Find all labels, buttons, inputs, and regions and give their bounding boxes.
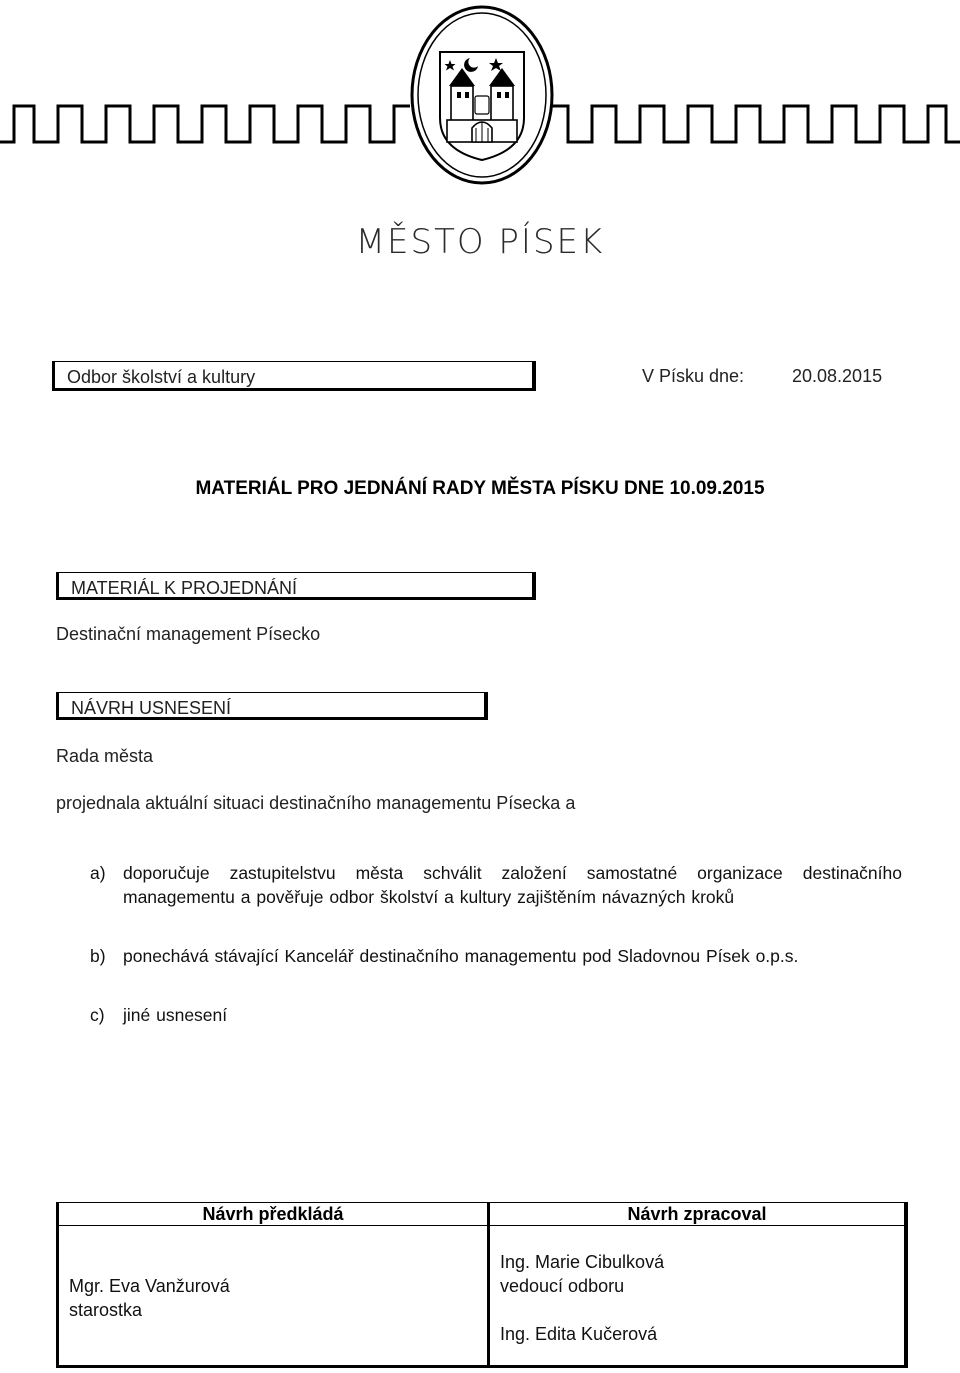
resolution-item-text: ponechává stávající Kancelář destinačního managementu pod Sladovnou Písek o.p.s.: [123, 946, 799, 966]
resolution-item-marker: b): [90, 946, 106, 966]
department-box: [52, 361, 536, 391]
city-emblem: [0, 0, 960, 200]
date-label: V Písku dne:: [642, 366, 745, 386]
resolution-item-c: [90, 1003, 902, 1027]
battlement-line-right: [552, 106, 960, 142]
signature-table: [56, 1202, 908, 1368]
resolution-item-marker: c): [90, 1005, 105, 1025]
resolution-item-b: [90, 944, 902, 968]
submitted-by-column: [59, 1203, 487, 1365]
material-section-box: [56, 572, 536, 600]
prepared-by-role: vedoucí odboru: [500, 1276, 625, 1296]
prepared-by-name: Ing. Marie Cibulková: [500, 1252, 665, 1272]
page-title: MATERIÁL PRO JEDNÁNÍ RADY MĚSTA PÍSKU DNE 10.09.2015: [195, 478, 765, 499]
resolution-section-label: NÁVRH USNESENÍ: [71, 698, 232, 718]
battlement-line: [0, 106, 410, 142]
material-section-label: MATERIÁL K PROJEDNÁNÍ: [71, 578, 298, 598]
resolution-item-a: [90, 861, 902, 909]
city-title: MĚSTO PÍSEK: [355, 222, 605, 262]
material-subject: Destinační management Písecko: [56, 624, 321, 644]
prepared-by-column: [487, 1203, 904, 1365]
prepared-by-header: Návrh zpracoval: [490, 1203, 904, 1226]
date-value: 20.08.2015: [792, 366, 883, 386]
department-label: Odbor školství a kultury: [67, 367, 256, 387]
resolution-item-text: jiné usnesení: [123, 1005, 228, 1025]
prepared-by-name-2: Ing. Edita Kučerová: [500, 1324, 658, 1344]
resolution-item-text: doporučuje zastupitelstvu města schválit založení samostatné organizace destinačního managementu a pověřuje odbor školství a kultury zajištěním návazných kroků: [123, 863, 902, 907]
submitted-by-header: Návrh předkládá: [59, 1203, 487, 1226]
small-shield: [475, 96, 489, 114]
submitted-by-role: starostka: [69, 1300, 143, 1320]
submitted-by-name: Mgr. Eva Vanžurová: [69, 1276, 230, 1296]
resolution-body: Rada města: [56, 746, 154, 766]
resolution-item-marker: a): [90, 863, 106, 883]
resolution-intro: projednala aktuální situaci destinačního managementu Písecka a: [56, 793, 576, 813]
resolution-section-box: [56, 692, 488, 720]
